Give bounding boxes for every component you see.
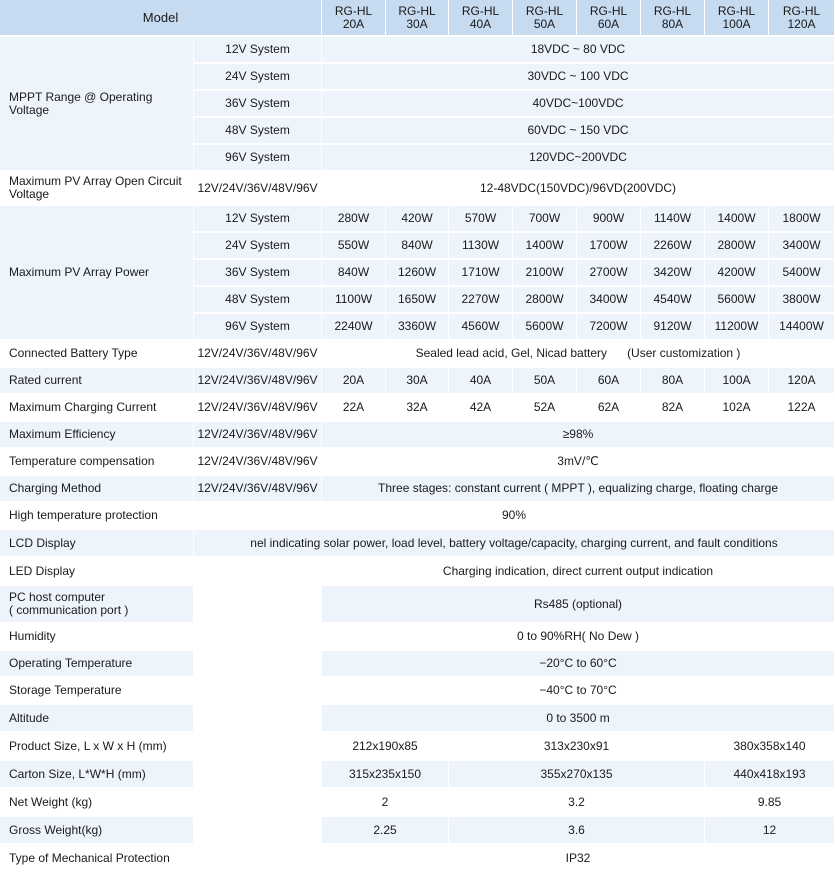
battery-type-value: Sealed lead acid, Gel, Nicad battery (User customization ): [322, 341, 835, 368]
protection-label: Type of Mechanical Protection: [0, 845, 194, 873]
battery-type-note: (User customization ): [627, 346, 741, 360]
storage-temp-row: [0, 678, 835, 705]
charging-method-row: [0, 476, 835, 503]
max-efficiency-row: [0, 422, 835, 449]
system-label: 48V System: [194, 287, 322, 314]
mppt-label: MPPT Range @ Operating Voltage: [0, 37, 194, 172]
system-label: 12V/24V/36V/48V/96V: [194, 172, 322, 206]
power-cell: 1400W: [705, 206, 769, 233]
temp-comp-row: [0, 449, 835, 476]
model-name: RG-HL 60A: [577, 0, 641, 37]
high-temp-value: 90%: [194, 503, 835, 530]
storage-temp-label: Storage Temperature: [0, 678, 194, 705]
max-efficiency-value: ≥98%: [322, 422, 835, 449]
size-cell: 315x235x150: [322, 761, 449, 789]
weight-cell: 3.2: [449, 789, 705, 817]
pc-host-label: PC host computer ( communication port ): [0, 586, 194, 624]
system-label: 96V System: [194, 145, 322, 172]
high-temp-label: High temperature protection: [0, 503, 194, 530]
power-cell: 570W: [449, 206, 513, 233]
power-cell: 5600W: [513, 314, 577, 341]
system-label: 12V/24V/36V/48V/96V: [194, 368, 322, 395]
system-label: 48V System: [194, 118, 322, 145]
max-charging-row: [0, 395, 835, 422]
model-name: RG-HL 50A: [513, 0, 577, 37]
power-cell: 2800W: [705, 233, 769, 260]
lcd-label: LCD Display: [0, 530, 194, 558]
power-cell: 3400W: [577, 287, 641, 314]
weight-cell: 2: [322, 789, 449, 817]
humidity-label: Humidity: [0, 624, 194, 651]
protection-row: [0, 845, 835, 873]
product-size-label: Product Size, L x W x H (mm): [0, 733, 194, 761]
mppt-value: 18VDC ~ 80 VDC: [322, 37, 835, 64]
model-name: RG-HL 30A: [386, 0, 449, 37]
power-cell: 2240W: [322, 314, 386, 341]
humidity-row: [0, 624, 835, 651]
max-pv-voc-value: 12-48VDC(150VDC)/96VD(200VDC): [322, 172, 835, 206]
model-header: Model: [0, 0, 322, 37]
model-name: RG-HL 20A: [322, 0, 386, 37]
battery-type-label: Connected Battery Type: [0, 341, 194, 368]
gross-weight-label: Gross Weight(kg): [0, 817, 194, 845]
max-pv-power-label: Maximum PV Array Power: [0, 206, 194, 341]
max-efficiency-label: Maximum Efficiency: [0, 422, 194, 449]
power-cell: 3400W: [769, 233, 835, 260]
mppt-value: 120VDC~200VDC: [322, 145, 835, 172]
system-label: 12V/24V/36V/48V/96V: [194, 395, 322, 422]
weight-cell: 3.6: [449, 817, 705, 845]
current-cell: 102A: [705, 395, 769, 422]
charging-method-label: Charging Method: [0, 476, 194, 503]
gross-weight-row: [0, 817, 835, 845]
power-cell: 5400W: [769, 260, 835, 287]
pc-host-row: [0, 586, 835, 624]
lcd-row: [0, 530, 835, 558]
op-temp-value: −20°C to 60°C: [322, 651, 835, 678]
max-charging-label: Maximum Charging Current: [0, 395, 194, 422]
weight-cell: 9.85: [705, 789, 835, 817]
altitude-row: [0, 705, 835, 733]
power-cell: 1260W: [386, 260, 449, 287]
size-cell: 313x230x91: [449, 733, 705, 761]
power-cell: 1700W: [577, 233, 641, 260]
rated-current-label: Rated current: [0, 368, 194, 395]
power-cell: 900W: [577, 206, 641, 233]
net-weight-label: Net Weight (kg): [0, 789, 194, 817]
size-cell: 212x190x85: [322, 733, 449, 761]
current-cell: 42A: [449, 395, 513, 422]
temp-comp-value: 3mV/℃: [322, 449, 835, 476]
max-pv-voc-label: Maximum PV Array Open Circuit Voltage: [0, 172, 194, 206]
high-temp-row: [0, 503, 835, 530]
current-cell: 120A: [769, 368, 835, 395]
power-cell: 1800W: [769, 206, 835, 233]
power-cell: 3360W: [386, 314, 449, 341]
altitude-label: Altitude: [0, 705, 194, 733]
mppt-row: [0, 37, 835, 64]
current-cell: 40A: [449, 368, 513, 395]
op-temp-label: Operating Temperature: [0, 651, 194, 678]
power-cell: 14400W: [769, 314, 835, 341]
lcd-value: nel indicating solar power, load level, battery voltage/capacity, charging current, and fault conditions: [194, 530, 835, 558]
power-cell: 2700W: [577, 260, 641, 287]
size-cell: 355x270x135: [449, 761, 705, 789]
current-cell: 30A: [386, 368, 449, 395]
power-cell: 1140W: [641, 206, 705, 233]
model-name: RG-HL 120A: [769, 0, 835, 37]
battery-type-row: [0, 341, 835, 368]
model-name: RG-HL 80A: [641, 0, 705, 37]
weight-cell: 12: [705, 817, 835, 845]
max-pv-voc-row: [0, 172, 835, 206]
current-cell: 100A: [705, 368, 769, 395]
system-label: 12V/24V/36V/48V/96V: [194, 449, 322, 476]
system-label: 36V System: [194, 91, 322, 118]
weight-cell: 2.25: [322, 817, 449, 845]
power-cell: 4540W: [641, 287, 705, 314]
power-cell: 2100W: [513, 260, 577, 287]
power-cell: 1650W: [386, 287, 449, 314]
temp-comp-label: Temperature compensation: [0, 449, 194, 476]
system-label: 12V System: [194, 206, 322, 233]
power-cell: 1100W: [322, 287, 386, 314]
system-label: 12V/24V/36V/48V/96V: [194, 476, 322, 503]
power-cell: 2270W: [449, 287, 513, 314]
power-cell: 4560W: [449, 314, 513, 341]
power-cell: 700W: [513, 206, 577, 233]
power-cell: 1400W: [513, 233, 577, 260]
power-cell: 4200W: [705, 260, 769, 287]
power-cell: 840W: [386, 233, 449, 260]
power-cell: 550W: [322, 233, 386, 260]
power-cell: 3420W: [641, 260, 705, 287]
system-label: 96V System: [194, 314, 322, 341]
humidity-value: 0 to 90%RH( No Dew ): [322, 624, 835, 651]
system-label: 12V/24V/36V/48V/96V: [194, 422, 322, 449]
model-name: RG-HL 40A: [449, 0, 513, 37]
altitude-value: 0 to 3500 m: [322, 705, 835, 733]
power-cell: 840W: [322, 260, 386, 287]
mppt-value: 60VDC ~ 150 VDC: [322, 118, 835, 145]
power-cell: 1130W: [449, 233, 513, 260]
size-cell: 440x418x193: [705, 761, 835, 789]
power-cell: 420W: [386, 206, 449, 233]
rated-current-row: [0, 368, 835, 395]
power-cell: 280W: [322, 206, 386, 233]
header-row: [0, 0, 835, 37]
current-cell: 22A: [322, 395, 386, 422]
power-cell: 11200W: [705, 314, 769, 341]
power-cell: 5600W: [705, 287, 769, 314]
power-cell: 1710W: [449, 260, 513, 287]
size-cell: 380x358x140: [705, 733, 835, 761]
pc-host-value: Rs485 (optional): [322, 586, 835, 624]
led-row: [0, 558, 835, 586]
led-value: Charging indication, direct current output indication: [322, 558, 835, 586]
power-cell: 9120W: [641, 314, 705, 341]
product-size-row: [0, 733, 835, 761]
mppt-value: 30VDC ~ 100 VDC: [322, 64, 835, 91]
carton-size-row: [0, 761, 835, 789]
current-cell: 122A: [769, 395, 835, 422]
max-pv-power-row: [0, 206, 835, 233]
system-label: 36V System: [194, 260, 322, 287]
current-cell: 52A: [513, 395, 577, 422]
carton-size-label: Carton Size, L*W*H (mm): [0, 761, 194, 789]
current-cell: 50A: [513, 368, 577, 395]
current-cell: 62A: [577, 395, 641, 422]
op-temp-row: [0, 651, 835, 678]
model-name: RG-HL 100A: [705, 0, 769, 37]
protection-value: IP32: [322, 845, 835, 873]
charging-method-value: Three stages: constant current ( MPPT ), equalizing charge, floating charge: [322, 476, 835, 503]
power-cell: 7200W: [577, 314, 641, 341]
storage-temp-value: −40°C to 70°C: [322, 678, 835, 705]
power-cell: 2260W: [641, 233, 705, 260]
current-cell: 60A: [577, 368, 641, 395]
system-label: 12V/24V/36V/48V/96V: [194, 341, 322, 368]
power-cell: 3800W: [769, 287, 835, 314]
current-cell: 20A: [322, 368, 386, 395]
current-cell: 80A: [641, 368, 705, 395]
current-cell: 32A: [386, 395, 449, 422]
led-label: LED Display: [0, 558, 194, 586]
power-cell: 2800W: [513, 287, 577, 314]
system-label: 12V System: [194, 37, 322, 64]
system-label: 24V System: [194, 233, 322, 260]
current-cell: 82A: [641, 395, 705, 422]
mppt-value: 40VDC~100VDC: [322, 91, 835, 118]
net-weight-row: [0, 789, 835, 817]
system-label: 24V System: [194, 64, 322, 91]
